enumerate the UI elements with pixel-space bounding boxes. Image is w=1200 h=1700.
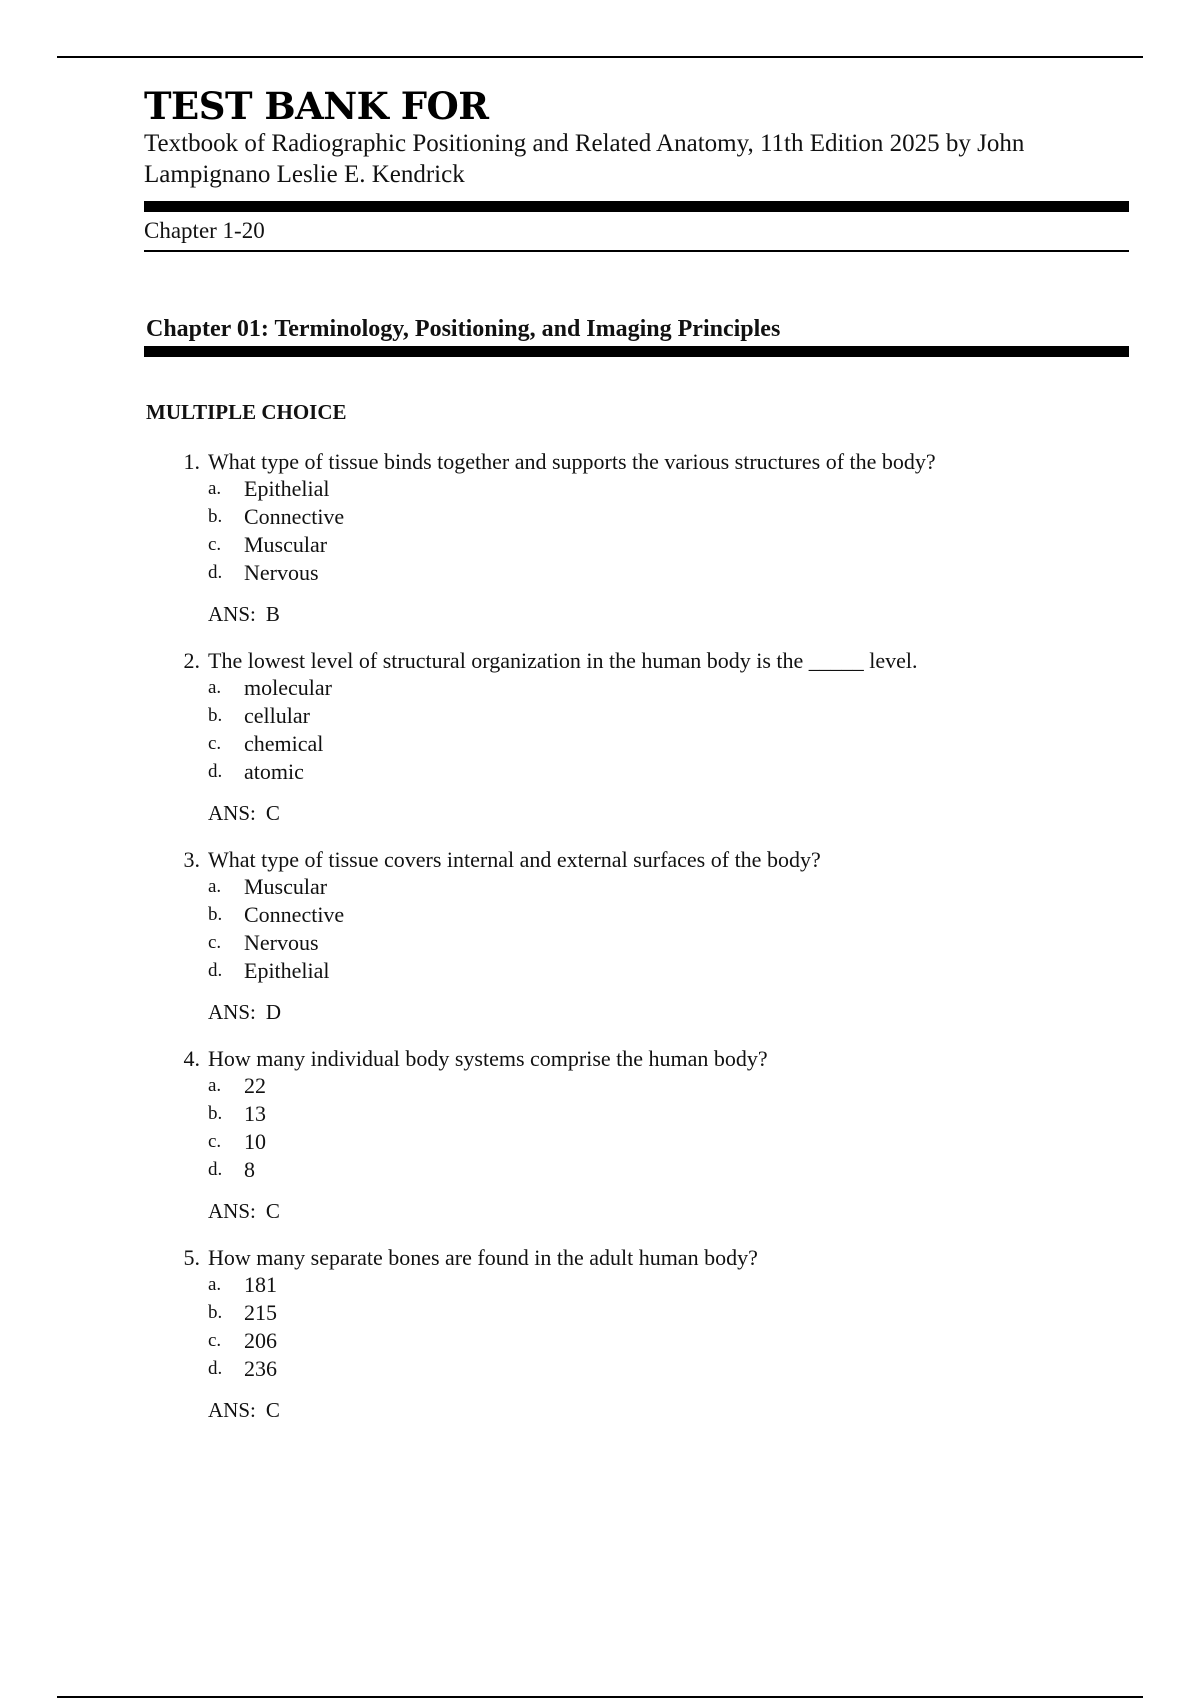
question-text: The lowest level of structural organization in the human body is the _____ level. [208,648,918,673]
answer-line [208,800,1129,826]
chapter-range: Chapter 1-20 [144,218,265,243]
answer-label: ANS: [208,801,256,825]
option-letter: c. [208,733,222,754]
option-text: Connective [244,504,345,529]
option-list [208,475,1129,587]
answer-line [208,601,1129,627]
answer-value: D [265,1000,282,1024]
option-text: Connective [244,902,345,927]
option-item [208,901,1129,929]
bottom-divider [57,1696,1143,1698]
option-text: 206 [244,1328,277,1353]
option-text: 13 [244,1101,266,1126]
option-item [208,1299,1129,1327]
title-divider [144,201,1129,212]
question-number: 4. [183,1046,200,1071]
answer-value: B [265,602,280,626]
option-letter: d. [208,1358,223,1379]
option-text: 181 [244,1272,277,1297]
answer-label: ANS: [208,602,256,626]
option-item [208,957,1129,985]
question-item [144,648,1129,826]
document-page [144,84,1129,1444]
option-list [208,1072,1129,1184]
option-text: 8 [244,1157,255,1182]
option-text: Epithelial [244,958,330,983]
option-item [208,758,1129,786]
option-text: Nervous [244,930,319,955]
option-item [208,1072,1129,1100]
option-item [208,503,1129,531]
option-list [208,1271,1129,1383]
question-item [144,449,1129,627]
option-text: molecular [244,675,332,700]
question-item [144,847,1129,1025]
option-text: chemical [244,731,324,756]
answer-value: C [265,1199,280,1223]
chapter-heading: Chapter 01: Terminology, Positioning, and Imaging Principles [146,316,781,342]
answer-value: C [265,1398,280,1422]
option-item [208,1355,1129,1383]
option-letter: b. [208,506,223,527]
option-list [208,674,1129,786]
answer-label: ANS: [208,1199,256,1223]
option-text: cellular [244,703,310,728]
option-text: 215 [244,1300,277,1325]
option-letter: b. [208,705,223,726]
question-text: How many individual body systems comprise the human body? [208,1046,768,1071]
answer-label: ANS: [208,1000,256,1024]
test-bank-title: TEST BANK FOR [144,84,489,128]
answer-label: ANS: [208,1398,256,1422]
option-text: 10 [244,1129,266,1154]
option-item [208,1156,1129,1184]
option-letter: d. [208,562,223,583]
option-item [208,929,1129,957]
answer-line [208,1397,1129,1423]
option-item [208,873,1129,901]
option-letter: a. [208,677,222,698]
option-text: Muscular [244,532,328,557]
option-item [208,1100,1129,1128]
option-item [208,674,1129,702]
option-letter: b. [208,904,223,925]
question-number: 3. [183,847,200,872]
option-letter: c. [208,1131,222,1152]
option-item [208,702,1129,730]
top-divider [57,56,1143,58]
option-text: 22 [244,1073,266,1098]
answer-line [208,1198,1129,1224]
option-letter: c. [208,1330,222,1351]
option-letter: a. [208,1274,222,1295]
option-letter: c. [208,534,222,555]
option-item [208,1327,1129,1355]
chapter-divider [144,346,1129,357]
option-list [208,873,1129,985]
option-letter: a. [208,876,222,897]
question-text: What type of tissue binds together and supports the various structures of the body? [208,449,936,474]
option-item [208,475,1129,503]
option-letter: a. [208,1075,222,1096]
question-number: 5. [183,1245,200,1270]
option-letter: b. [208,1302,223,1323]
option-letter: b. [208,1103,223,1124]
option-letter: d. [208,761,223,782]
option-item [208,730,1129,758]
option-text: atomic [244,759,304,784]
option-item [208,1128,1129,1156]
option-item [208,1271,1129,1299]
option-item [208,531,1129,559]
option-letter: d. [208,960,223,981]
section-heading: MULTIPLE CHOICE [146,400,347,424]
question-text: How many separate bones are found in the adult human body? [208,1245,758,1270]
question-list [144,449,1129,1423]
option-item [208,559,1129,587]
book-subtitle: Textbook of Radiographic Positioning and Related Anatomy, 11th Edition 2025 by John Lampignano Leslie E. Kendrick [144,130,1025,188]
answer-line [208,999,1129,1025]
option-text: 236 [244,1356,277,1381]
answer-value: C [265,801,280,825]
option-text: Epithelial [244,476,330,501]
question-text: What type of tissue covers internal and external surfaces of the body? [208,847,821,872]
option-letter: a. [208,478,222,499]
option-letter: d. [208,1159,223,1180]
question-item [144,1046,1129,1224]
chapter-range-divider [144,250,1129,252]
question-item [144,1245,1129,1423]
option-text: Muscular [244,874,328,899]
question-number: 2. [183,648,200,673]
option-letter: c. [208,932,222,953]
option-text: Nervous [244,560,319,585]
question-number: 1. [183,449,200,474]
